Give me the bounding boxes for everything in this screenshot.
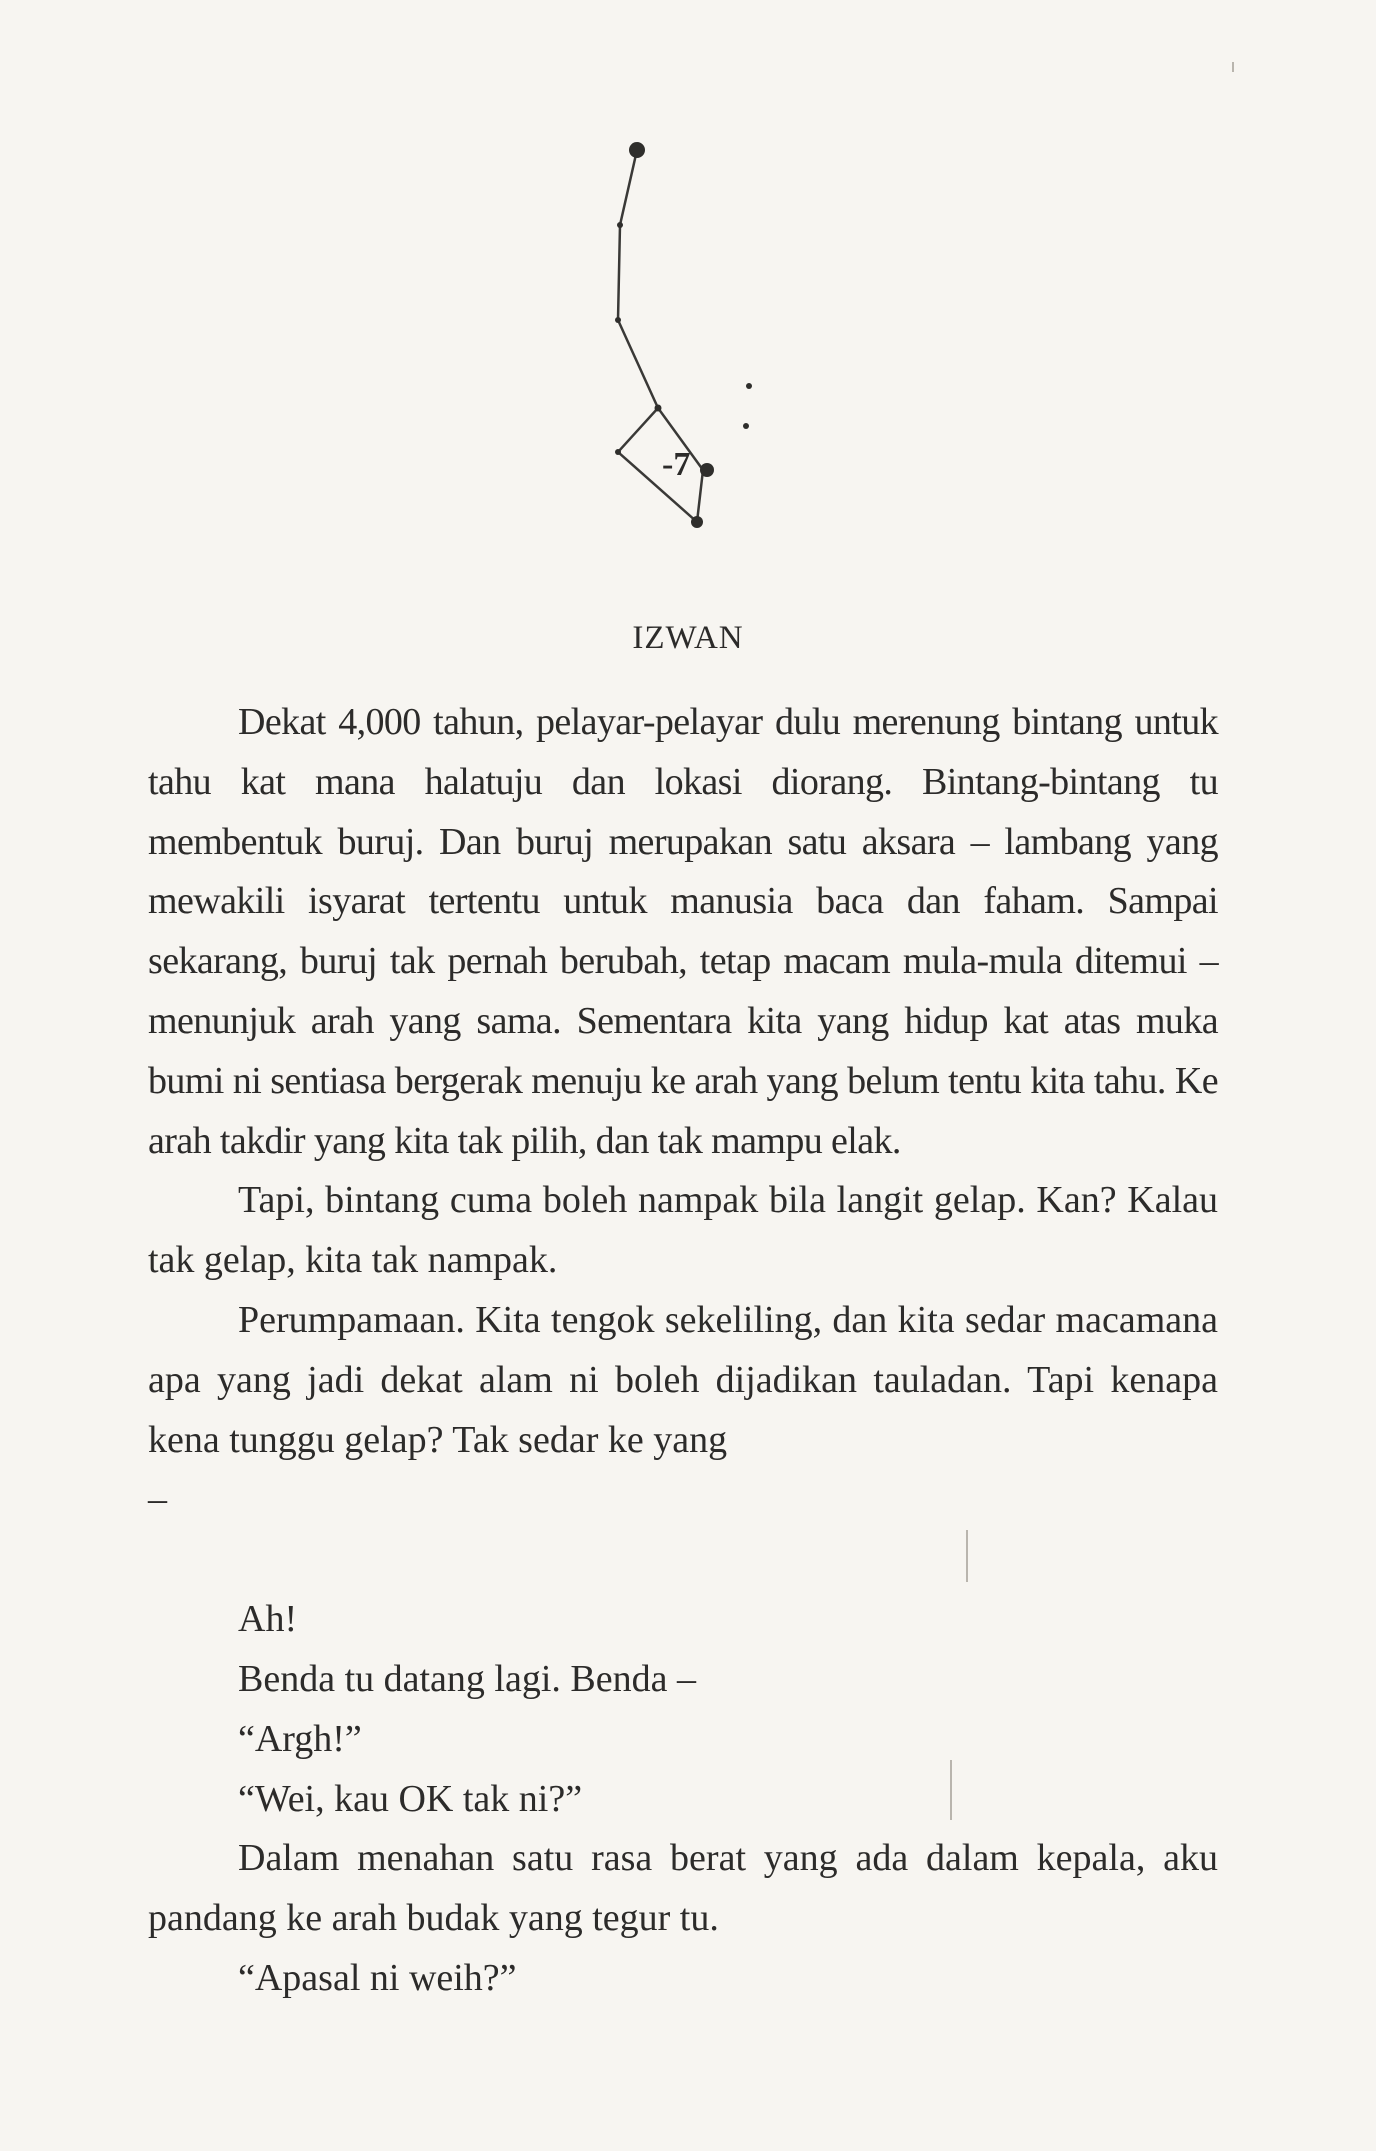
constellation-icon: [590, 130, 770, 540]
dash-line: –: [148, 1478, 167, 1521]
paragraph: Dekat 4,000 tahun, pelayar-pelayar dulu merenung bintang untuk tahu kat mana halatuju dan lokasi diorang. Bintang-bintang tu membentuk buruj. Dan buruj merupakan satu aksara – lambang yang mewakili isyarat tertentu untuk manusia baca dan faham. Sampai sekarang, buruj tak pernah berubah, tetap macam mula-mula ditemui – menunjuk arah yang sama. Sementara kita yang hidup kat atas muka bumi ni sentiasa bergerak menuju ke arah yang belum tentu kita tahu. Ke arah takdir yang kita tak pilih, dan tak mampu elak.: [148, 701, 1218, 1162]
dialogue-line: Benda tu datang lagi. Benda –: [238, 1657, 696, 1700]
dialogue-line: “Argh!”: [238, 1717, 362, 1760]
chapter-body: [148, 693, 1218, 2009]
paragraph: Perumpamaan. Kita tengok sekeliling, dan kita sedar macamana apa yang jadi dekat alam ni boleh dijadikan tauladan. Tapi kenapa kena tunggu gelap? Tak sedar ke yang: [148, 1298, 1218, 1461]
scan-mark: [966, 1530, 968, 1582]
scan-mark: [1232, 62, 1234, 72]
chapter-title: IZWAN: [632, 620, 744, 656]
chapter-number: -7: [662, 446, 691, 483]
paragraph: Tapi, bintang cuma boleh nampak bila langit gelap. Kan? Kalau tak gelap, kita tak nampak.: [148, 1179, 1218, 1282]
scan-mark: [950, 1760, 952, 1820]
dialogue-line: Ah!: [238, 1598, 298, 1641]
dialogue-line: “Wei, kau OK tak ni?”: [238, 1777, 583, 1820]
paragraph: Dalam menahan satu rasa berat yang ada dalam kepala, aku pandang ke arah budak yang tegur tu.: [148, 1837, 1218, 1940]
dialogue-line: “Apasal ni weih?”: [238, 1956, 517, 1999]
